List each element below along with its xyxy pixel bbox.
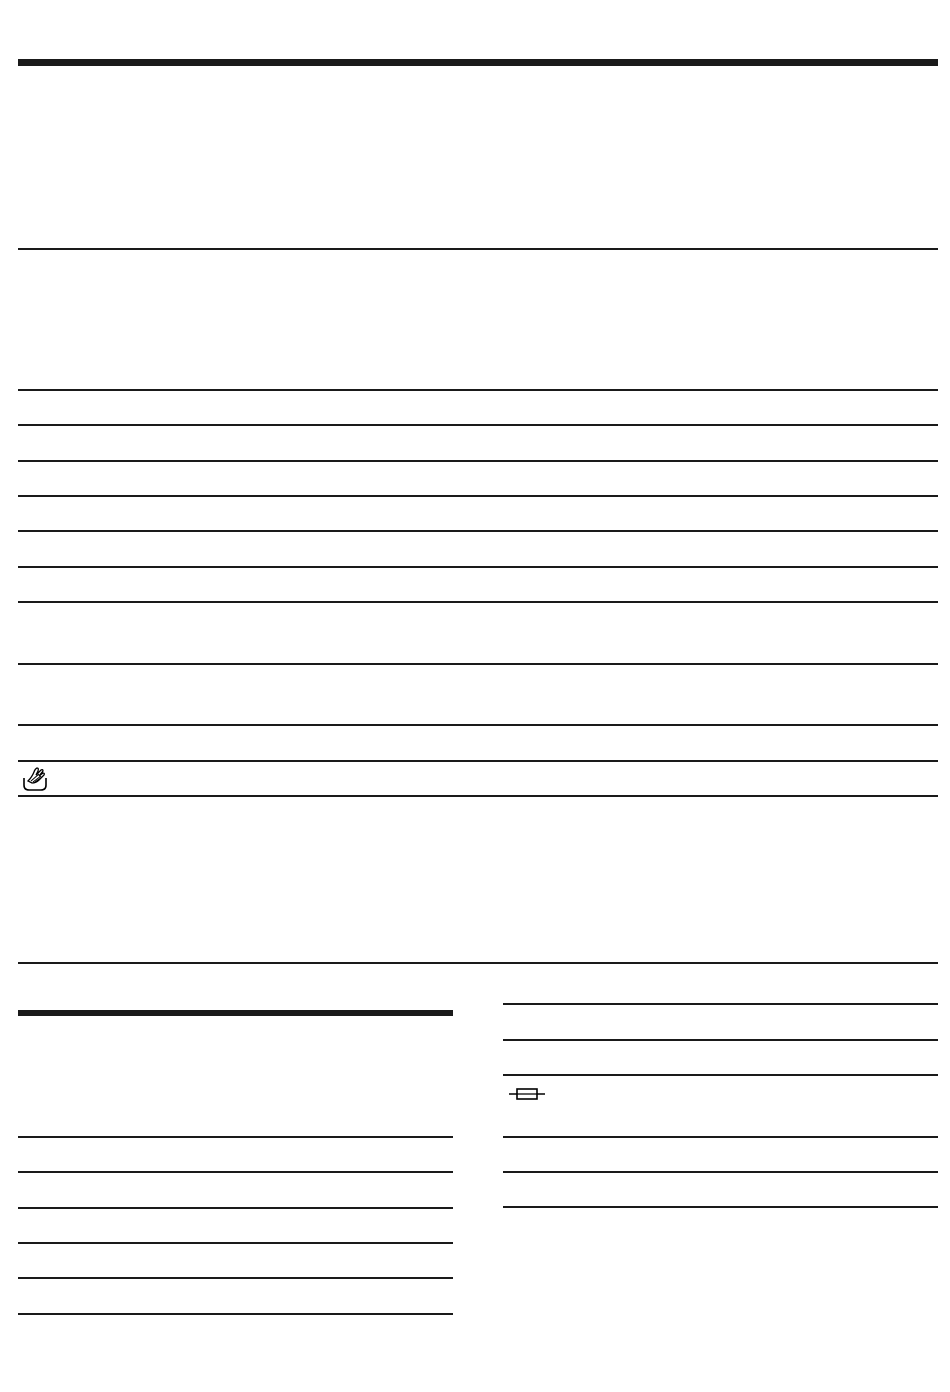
right-table-row-rule <box>503 1074 938 1076</box>
right-table-row-rule <box>503 1136 938 1138</box>
left-table-row-rule <box>18 1313 453 1315</box>
fuse-icon <box>509 1087 545 1101</box>
main-table-row-rule <box>18 663 938 665</box>
left-table-row-rule <box>18 1277 453 1279</box>
left-table-row-rule <box>18 1242 453 1244</box>
main-table-header-rule <box>18 248 938 250</box>
main-table-bottom-rule <box>18 962 938 964</box>
main-table-row-rule <box>18 530 938 532</box>
right-lower-table <box>495 990 945 1230</box>
main-table-row-rule <box>18 424 938 426</box>
left-table-row-rule <box>18 1171 453 1173</box>
left-section-heading-rule <box>18 1010 453 1016</box>
right-table-row-rule <box>503 1206 938 1208</box>
left-table-row-rule <box>18 1207 453 1209</box>
left-table-row-rule <box>18 1136 453 1138</box>
main-table-row-rule <box>18 460 938 462</box>
main-table-row-rule <box>18 389 938 391</box>
main-table-row-rule <box>18 724 938 726</box>
main-table-row-rule <box>18 566 938 568</box>
main-table-row-rule <box>18 601 938 603</box>
right-table-row-rule <box>503 1003 938 1005</box>
hand-wash-basin-icon <box>22 764 48 792</box>
main-table-row-rule <box>18 495 938 497</box>
main-table-row-rule <box>18 760 938 762</box>
left-lower-table <box>0 990 460 1330</box>
main-table-row-rule <box>18 795 938 797</box>
right-table-row-rule <box>503 1039 938 1041</box>
right-table-row-rule <box>503 1171 938 1173</box>
